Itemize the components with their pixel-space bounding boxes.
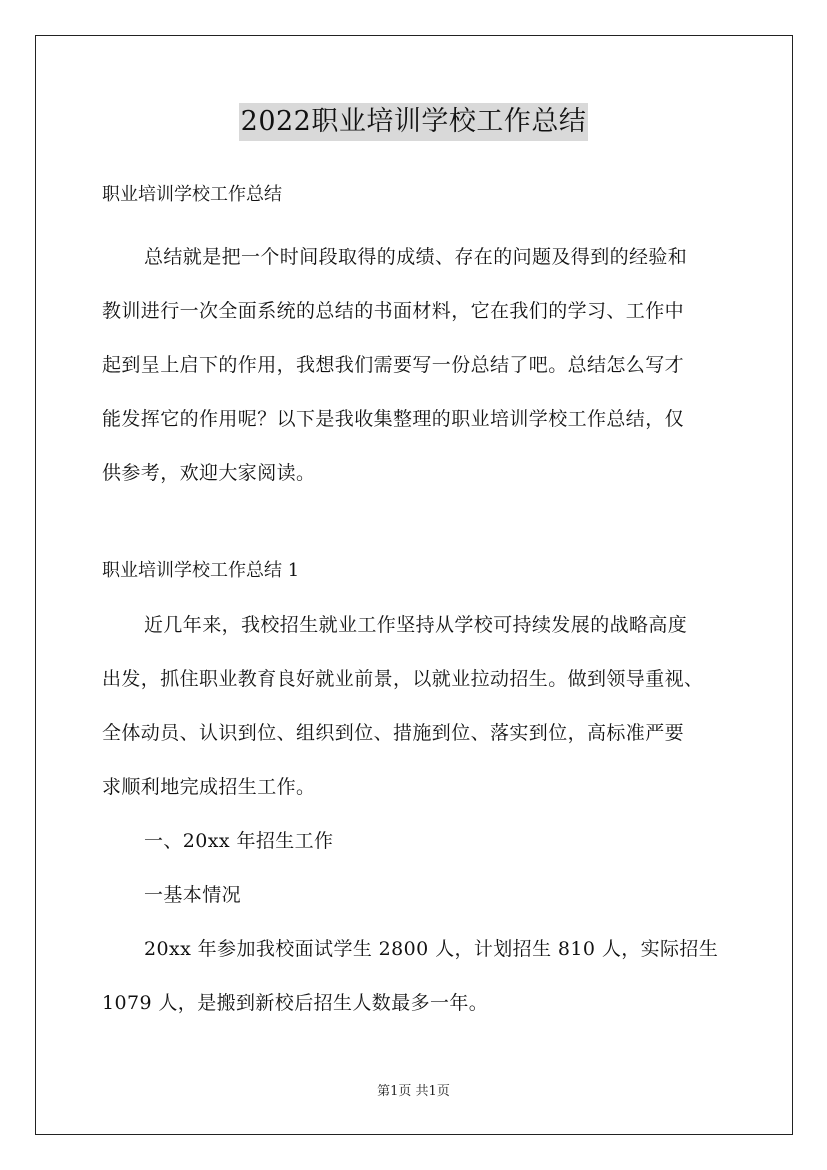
title-container [0,103,827,141]
document-subtitle: 职业培训学校工作总结 [102,184,282,205]
intro-line: 能发挥它的作用呢？以下是我收集整理的职业培训学校工作总结，仅 [102,408,685,430]
intro-line: 总结就是把一个时间段取得的成绩、存在的问题及得到的经验和 [144,246,688,268]
section1-line: 出发，抓住职业教育良好就业前景，以就业拉动招生。做到领导重视、 [102,668,704,690]
section-spacer [102,500,730,548]
intro-line: 教训进行一次全面系统的总结的书面材料，它在我们的学习、工作中 [102,300,685,322]
document-title: 2022职业培训学校工作总结 [239,103,589,141]
section1-line: 全体动员、认识到位、组织到位、措施到位、落实到位，高标准严要 [102,722,685,744]
section1-line: 近几年来，我校招生就业工作坚持从学校可持续发展的战略高度 [144,614,688,636]
intro-line: 起到呈上启下的作用，我想我们需要写一份总结了吧。总结怎么写才 [102,354,685,376]
document-body [102,172,730,1030]
basic-line: 20xx 年参加我校面试学生 2800 人，计划招生 810 人，实际招生 [144,938,719,960]
intro-paragraph [102,230,730,500]
sub-heading: 一基本情况 [144,884,242,906]
section-heading: 职业培训学校工作总结 1 [102,560,300,581]
page-footer: 第1页 共1页 [377,1084,450,1099]
basic-info-paragraph [102,922,730,1030]
intro-line: 供参考，欢迎大家阅读。 [102,462,316,484]
item-heading: 一、20xx 年招生工作 [144,830,334,852]
section1-paragraph [102,598,730,814]
section1-line: 求顺利地完成招生工作。 [102,776,316,798]
basic-line: 1079 人，是搬到新校后招生人数最多一年。 [102,992,489,1014]
